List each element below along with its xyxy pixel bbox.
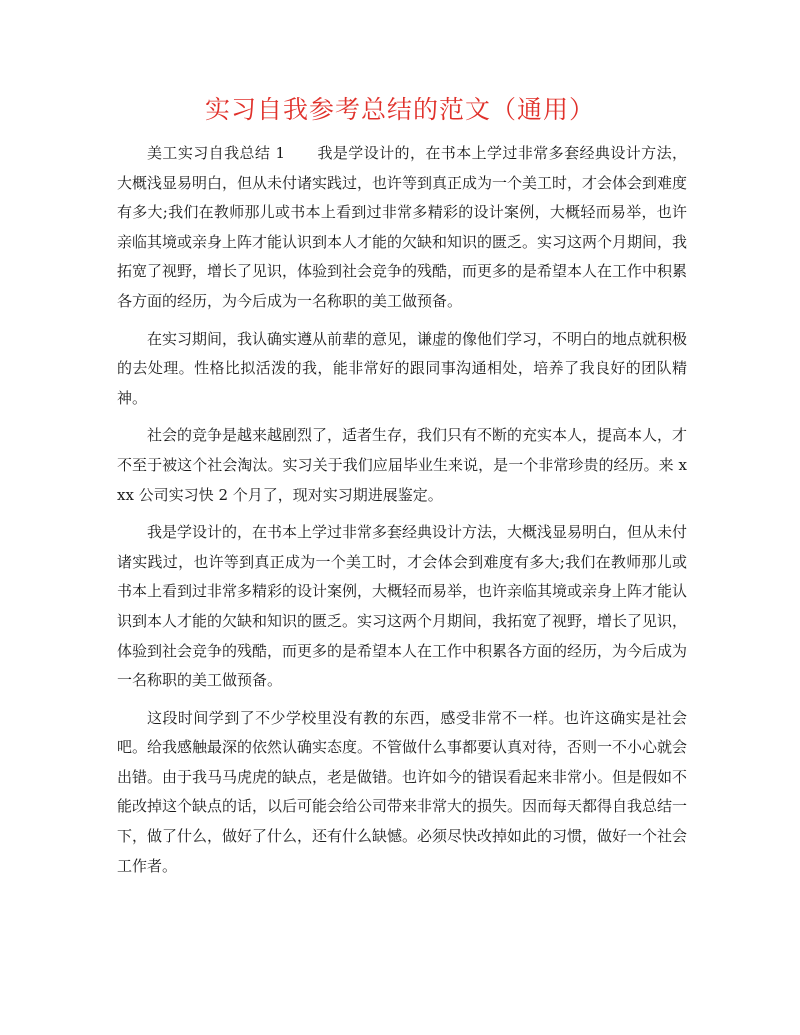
paragraph-1-text: 我是学设计的，在书本上学过非常多套经典设计方法，大概浅显易明白，但从未付诸实践过，也许等到真正成为一个美工时，才会体会到难度有多大;我们在教师那儿或书本上看到过非常多精彩的设计案例，大概轻而易举，也许亲临其境或亲身上阵才能认识到本人才能的欠缺和知识的匮乏。实习这两个月期间，我拓宽了视野，增长了见识，体验到社会竞争的残酷，而更多的是希望本人在工作中积累各方面的经历，为今后成为一名称职的美工做预备。 (117, 144, 688, 310)
document-title: 实习自我参考总结的范文（通用） (204, 95, 595, 124)
paragraph-1 (117, 139, 687, 317)
paragraph-3: 社会的竞争是越来越剧烈了，适者生存，我们只有不断的充实本人，提高本人，才不至于被这个社会淘汰。实习关于我们应届毕业生来说，是一个非常珍贵的经历。来 xxx 公司实习快 2 个月了，现对实习期进展鉴定。 (117, 426, 688, 504)
paragraph-1-lead: 美工实习自我总结 1 (147, 144, 286, 162)
document-body (117, 139, 687, 889)
paragraph-4: 我是学设计的，在书本上学过非常多套经典设计方法，大概浅显易明白，但从未付诸实践过，也许等到真正成为一个美工时，才会体会到难度有多大;我们在教师那儿或书本上看到过非常多精彩的设计案例，大概轻而易举，也许亲临其境或亲身上阵才能认识到本人才能的欠缺和知识的匮乏。实习这两个月期间，我拓宽了视野，增长了见识，体验到社会竞争的残酷，而更多的是希望本人在工作中积累各方面的经历，为今后成为一名称职的美工做预备。 (117, 523, 688, 690)
paragraph-5: 这段时间学到了不少学校里没有教的东西，感受非常不一样。也许这确实是社会吧。给我感触最深的依然认确实态度。不管做什么事都要认真对待，否则一不小心就会出错。由于我马马虎虎的缺点，老是做错。也许如今的错误看起来非常小。但是假如不能改掉这个缺点的话，以后可能会给公司带来非常大的损失。因而每天都得自我总结一下，做了什么，做好了什么，还有什么缺憾。必须尽快改掉如此的习惯，做好一个社会工作者。 (117, 708, 688, 875)
paragraph-2: 在实习期间，我认确实遵从前辈的意见，谦虚的像他们学习，不明白的地点就积极的去处理。性格比拟活泼的我，能非常好的跟同事沟通相处，培养了我良好的团队精神。 (117, 329, 688, 407)
